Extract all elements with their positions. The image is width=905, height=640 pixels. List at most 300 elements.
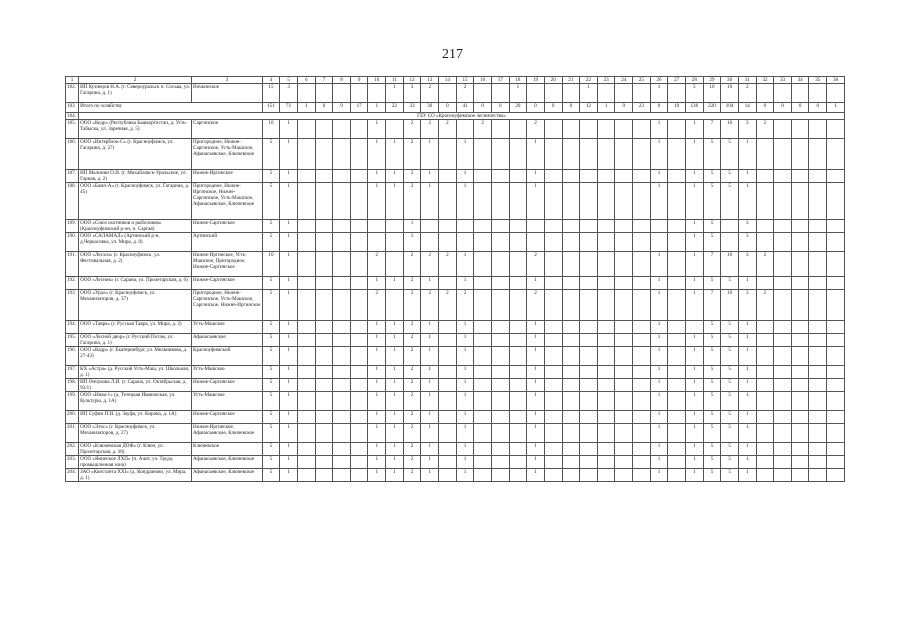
value-cell: 2 bbox=[474, 120, 492, 139]
value-cell bbox=[350, 84, 368, 103]
value-cell bbox=[527, 220, 545, 233]
forest-district: Усть-Машское bbox=[192, 321, 263, 334]
value-cell: 5 bbox=[721, 411, 739, 424]
value-cell bbox=[756, 456, 774, 469]
forest-district: Нижне-Саргинское bbox=[192, 411, 263, 424]
value-cell bbox=[756, 233, 774, 252]
value-cell: 1 bbox=[386, 469, 404, 482]
value-cell bbox=[809, 170, 827, 183]
value-cell bbox=[668, 347, 686, 366]
org-name: ИП Суфин П.И. (д. Зауфа, ул. Кирова, д. 1А) bbox=[79, 411, 192, 424]
value-cell: 1 bbox=[686, 183, 704, 220]
value-cell bbox=[474, 290, 492, 321]
value-cell bbox=[756, 347, 774, 366]
value-cell: 1 bbox=[456, 379, 474, 392]
value-cell bbox=[615, 233, 633, 252]
value-cell bbox=[350, 443, 368, 456]
value-cell: 1 bbox=[368, 347, 386, 366]
value-cell: 1 bbox=[421, 392, 439, 411]
value-cell: 1 bbox=[368, 379, 386, 392]
value-cell: 1 bbox=[686, 411, 704, 424]
value-cell bbox=[580, 139, 598, 170]
value-cell bbox=[827, 347, 845, 366]
value-cell: 0 bbox=[491, 103, 509, 113]
org-name: ООО «Союз охотников и рыболовов» (Красноуфимский р-он, п. Саргая) bbox=[79, 220, 192, 233]
value-cell: 19 bbox=[668, 103, 686, 113]
value-cell bbox=[315, 277, 333, 290]
value-cell bbox=[774, 469, 792, 482]
header-cell: 17 bbox=[491, 77, 509, 84]
value-cell bbox=[297, 366, 315, 379]
value-cell: 5 bbox=[703, 469, 721, 482]
value-cell: 7 bbox=[703, 290, 721, 321]
value-cell: 1 bbox=[650, 379, 668, 392]
table-row bbox=[66, 290, 845, 321]
row-number: 186. bbox=[66, 139, 79, 170]
forest-district: Нижне-Саргинское bbox=[192, 379, 263, 392]
row-number: 187. bbox=[66, 170, 79, 183]
value-cell bbox=[597, 277, 615, 290]
value-cell bbox=[756, 84, 774, 103]
value-cell bbox=[491, 170, 509, 183]
value-cell: 136 bbox=[686, 103, 704, 113]
value-cell bbox=[315, 366, 333, 379]
value-cell bbox=[633, 220, 651, 233]
value-cell bbox=[297, 411, 315, 424]
value-cell bbox=[315, 84, 333, 103]
header-cell: 28 bbox=[686, 77, 704, 84]
value-cell bbox=[633, 139, 651, 170]
value-cell bbox=[315, 379, 333, 392]
value-cell: 1 bbox=[686, 366, 704, 379]
value-cell: 0 bbox=[439, 103, 457, 113]
value-cell bbox=[809, 290, 827, 321]
header-cell: 27 bbox=[668, 77, 686, 84]
value-cell bbox=[774, 120, 792, 139]
value-cell bbox=[580, 347, 598, 366]
value-cell: 1 bbox=[527, 469, 545, 482]
value-cell: 5 bbox=[262, 334, 280, 347]
value-cell: 1 bbox=[650, 456, 668, 469]
value-cell bbox=[491, 252, 509, 277]
value-cell: 5 bbox=[262, 233, 280, 252]
forest-district: Афанасьевское, Ключевское bbox=[192, 469, 263, 482]
value-cell bbox=[562, 233, 580, 252]
table-row bbox=[66, 139, 845, 170]
header-cell: 34 bbox=[791, 77, 809, 84]
value-cell: 1 bbox=[421, 379, 439, 392]
value-cell bbox=[791, 469, 809, 482]
value-cell bbox=[791, 290, 809, 321]
value-cell bbox=[774, 334, 792, 347]
value-cell: 5 bbox=[703, 411, 721, 424]
value-cell bbox=[668, 411, 686, 424]
value-cell: 2 bbox=[403, 183, 421, 220]
value-cell bbox=[491, 183, 509, 220]
value-cell bbox=[491, 233, 509, 252]
value-cell bbox=[597, 84, 615, 103]
value-cell: 2 bbox=[403, 379, 421, 392]
value-cell: 2 bbox=[403, 120, 421, 139]
value-cell bbox=[544, 321, 562, 334]
value-cell: 1 bbox=[421, 277, 439, 290]
table-row bbox=[66, 170, 845, 183]
value-cell bbox=[315, 334, 333, 347]
value-cell bbox=[809, 456, 827, 469]
value-cell: 1 bbox=[280, 334, 298, 347]
value-cell bbox=[333, 334, 351, 347]
value-cell: 1 bbox=[738, 321, 756, 334]
value-cell bbox=[333, 233, 351, 252]
total-label: Итого по хозяйству bbox=[79, 103, 263, 113]
table-row bbox=[66, 366, 845, 379]
value-cell: 1 bbox=[827, 103, 845, 113]
value-cell bbox=[350, 379, 368, 392]
value-cell bbox=[297, 120, 315, 139]
org-name: ООО «Кедр» (Республика Башкортостан, д. Усть-Табыска, ул. Заречная, д. 5) bbox=[79, 120, 192, 139]
header-cell: 9 bbox=[350, 77, 368, 84]
value-cell bbox=[774, 379, 792, 392]
value-cell: 1 bbox=[386, 183, 404, 220]
value-cell bbox=[474, 233, 492, 252]
value-cell: 5 bbox=[721, 456, 739, 469]
value-cell: 1 bbox=[421, 183, 439, 220]
value-cell bbox=[350, 290, 368, 321]
value-cell bbox=[774, 424, 792, 443]
value-cell bbox=[544, 252, 562, 277]
value-cell: 2 bbox=[421, 84, 439, 103]
value-cell: 1 bbox=[686, 170, 704, 183]
value-cell bbox=[668, 469, 686, 482]
value-cell: 5 bbox=[262, 347, 280, 366]
forest-district: Красноуфимский bbox=[192, 347, 263, 366]
value-cell bbox=[633, 321, 651, 334]
value-cell bbox=[439, 233, 457, 252]
value-cell: 1 bbox=[527, 347, 545, 366]
value-cell bbox=[774, 277, 792, 290]
value-cell bbox=[509, 347, 527, 366]
value-cell: 5 bbox=[703, 379, 721, 392]
value-cell bbox=[668, 379, 686, 392]
value-cell bbox=[562, 334, 580, 347]
header-cell: 24 bbox=[615, 77, 633, 84]
value-cell bbox=[791, 321, 809, 334]
value-cell: 3 bbox=[738, 290, 756, 321]
value-cell bbox=[315, 170, 333, 183]
value-cell: 5 bbox=[262, 183, 280, 220]
value-cell bbox=[633, 84, 651, 103]
value-cell bbox=[315, 233, 333, 252]
value-cell: 5 bbox=[721, 183, 739, 220]
value-cell bbox=[668, 392, 686, 411]
value-cell bbox=[333, 366, 351, 379]
value-cell: 1 bbox=[527, 366, 545, 379]
value-cell bbox=[509, 170, 527, 183]
value-cell bbox=[597, 443, 615, 456]
value-cell bbox=[439, 379, 457, 392]
value-cell bbox=[386, 220, 404, 233]
value-cell: 1 bbox=[527, 456, 545, 469]
value-cell bbox=[827, 183, 845, 220]
value-cell bbox=[668, 120, 686, 139]
value-cell: 1 bbox=[650, 183, 668, 220]
value-cell: 1 bbox=[456, 392, 474, 411]
value-cell bbox=[509, 183, 527, 220]
value-cell bbox=[562, 411, 580, 424]
value-cell: 1 bbox=[421, 411, 439, 424]
value-cell: 10 bbox=[721, 252, 739, 277]
value-cell bbox=[827, 233, 845, 252]
value-cell: 1 bbox=[456, 456, 474, 469]
value-cell: 1 bbox=[456, 424, 474, 443]
value-cell bbox=[544, 170, 562, 183]
value-cell bbox=[774, 220, 792, 233]
value-cell: 1 bbox=[738, 456, 756, 469]
value-cell: 5 bbox=[703, 183, 721, 220]
value-cell: 1 bbox=[650, 170, 668, 183]
forest-district: Афанасьевское, Ключевское bbox=[192, 456, 263, 469]
value-cell bbox=[333, 347, 351, 366]
value-cell bbox=[333, 392, 351, 411]
value-cell bbox=[633, 347, 651, 366]
value-cell bbox=[615, 334, 633, 347]
value-cell bbox=[597, 220, 615, 233]
value-cell: 1 bbox=[386, 334, 404, 347]
value-cell: 0 bbox=[474, 103, 492, 113]
value-cell bbox=[633, 366, 651, 379]
value-cell: 1 bbox=[650, 252, 668, 277]
value-cell: 5 bbox=[703, 334, 721, 347]
org-name: ООО «Лесхоз» (г. Красноуфимск, ул. Фестивальная, д. 2) bbox=[79, 252, 192, 277]
value-cell bbox=[544, 424, 562, 443]
row-number: 202. bbox=[66, 443, 79, 456]
value-cell bbox=[668, 84, 686, 103]
value-cell: 1 bbox=[280, 277, 298, 290]
header-cell: 13 bbox=[421, 77, 439, 84]
value-cell bbox=[633, 424, 651, 443]
value-cell bbox=[297, 84, 315, 103]
value-cell: 5 bbox=[703, 321, 721, 334]
header-cell: 6 bbox=[297, 77, 315, 84]
value-cell bbox=[668, 252, 686, 277]
value-cell bbox=[809, 84, 827, 103]
value-cell: 1 bbox=[280, 347, 298, 366]
value-cell bbox=[791, 139, 809, 170]
value-cell bbox=[315, 443, 333, 456]
value-cell bbox=[333, 321, 351, 334]
row-number: 204. bbox=[66, 469, 79, 482]
section-row bbox=[66, 113, 845, 120]
value-cell bbox=[333, 290, 351, 321]
value-cell bbox=[544, 334, 562, 347]
value-cell bbox=[350, 277, 368, 290]
value-cell bbox=[827, 424, 845, 443]
value-cell bbox=[827, 379, 845, 392]
value-cell bbox=[756, 220, 774, 233]
value-cell bbox=[491, 379, 509, 392]
value-cell bbox=[439, 443, 457, 456]
value-cell: 1 bbox=[650, 424, 668, 443]
value-cell: 1 bbox=[280, 170, 298, 183]
header-cell: 14 bbox=[439, 77, 457, 84]
value-cell: 5 bbox=[262, 379, 280, 392]
value-cell bbox=[597, 379, 615, 392]
value-cell: 1 bbox=[527, 379, 545, 392]
value-cell bbox=[580, 277, 598, 290]
value-cell bbox=[315, 290, 333, 321]
value-cell: 5 bbox=[262, 366, 280, 379]
value-cell bbox=[350, 220, 368, 233]
value-cell: 5 bbox=[703, 347, 721, 366]
value-cell bbox=[474, 277, 492, 290]
value-cell: 1 bbox=[650, 334, 668, 347]
value-cell: 1 bbox=[456, 469, 474, 482]
value-cell bbox=[439, 84, 457, 103]
value-cell: 5 bbox=[262, 277, 280, 290]
org-name: ООО «Бамп-А» (г. Красноуфимск, ул. Гагарина, д. 45) bbox=[79, 183, 192, 220]
value-cell bbox=[633, 233, 651, 252]
value-cell: 1 bbox=[738, 139, 756, 170]
value-cell bbox=[633, 252, 651, 277]
value-cell: 1 bbox=[280, 321, 298, 334]
value-cell: 5 bbox=[721, 139, 739, 170]
value-cell: 1 bbox=[280, 183, 298, 220]
value-cell bbox=[668, 321, 686, 334]
value-cell bbox=[315, 347, 333, 366]
row-number: 183 bbox=[66, 103, 79, 113]
value-cell bbox=[544, 366, 562, 379]
value-cell: 5 bbox=[721, 277, 739, 290]
value-cell bbox=[809, 379, 827, 392]
value-cell: 1 bbox=[421, 443, 439, 456]
value-cell: 1 bbox=[368, 139, 386, 170]
value-cell: 1 bbox=[686, 139, 704, 170]
value-cell bbox=[615, 347, 633, 366]
value-cell bbox=[756, 170, 774, 183]
value-cell: 1 bbox=[368, 183, 386, 220]
value-cell bbox=[315, 183, 333, 220]
value-cell bbox=[580, 392, 598, 411]
value-cell bbox=[615, 379, 633, 392]
value-cell: 1 bbox=[650, 469, 668, 482]
value-cell bbox=[827, 220, 845, 233]
value-cell bbox=[509, 469, 527, 482]
org-name: ООО «Лесник» (г. Сарана, ул. Пролетарская, д. 6) bbox=[79, 277, 192, 290]
value-cell bbox=[562, 456, 580, 469]
value-cell: 2 bbox=[403, 469, 421, 482]
value-cell bbox=[597, 233, 615, 252]
value-cell: 1 bbox=[368, 411, 386, 424]
value-cell bbox=[333, 139, 351, 170]
value-cell: 1 bbox=[280, 379, 298, 392]
value-cell: 1 bbox=[280, 220, 298, 233]
value-cell bbox=[562, 277, 580, 290]
value-cell bbox=[597, 392, 615, 411]
value-cell: 0 bbox=[562, 103, 580, 113]
table-row bbox=[66, 220, 845, 233]
value-cell bbox=[562, 347, 580, 366]
value-cell bbox=[350, 392, 368, 411]
value-cell bbox=[633, 120, 651, 139]
value-cell bbox=[350, 252, 368, 277]
value-cell: 1 bbox=[386, 392, 404, 411]
value-cell bbox=[580, 456, 598, 469]
row-number: 189. bbox=[66, 220, 79, 233]
value-cell: 1 bbox=[527, 392, 545, 411]
value-cell: 1 bbox=[650, 443, 668, 456]
value-cell: 5 bbox=[703, 220, 721, 233]
value-cell: 1 bbox=[686, 277, 704, 290]
page-number: 217 bbox=[442, 47, 463, 62]
value-cell bbox=[668, 233, 686, 252]
value-cell: 2 bbox=[403, 252, 421, 277]
value-cell bbox=[774, 170, 792, 183]
value-cell: 1 bbox=[738, 183, 756, 220]
value-cell bbox=[333, 120, 351, 139]
value-cell: 1 bbox=[368, 170, 386, 183]
value-cell: 2 bbox=[403, 456, 421, 469]
value-cell: 1 bbox=[421, 424, 439, 443]
value-cell bbox=[809, 366, 827, 379]
value-cell: 0 bbox=[756, 103, 774, 113]
value-cell: 3 bbox=[738, 220, 756, 233]
value-cell: 1 bbox=[368, 334, 386, 347]
value-cell bbox=[615, 469, 633, 482]
value-cell bbox=[333, 170, 351, 183]
value-cell bbox=[315, 321, 333, 334]
value-cell: 5 bbox=[721, 170, 739, 183]
value-cell: 1 bbox=[280, 456, 298, 469]
value-cell: 2 bbox=[403, 334, 421, 347]
value-cell bbox=[509, 411, 527, 424]
value-cell bbox=[544, 379, 562, 392]
value-cell: 1 bbox=[686, 290, 704, 321]
value-cell bbox=[474, 424, 492, 443]
value-cell bbox=[562, 379, 580, 392]
value-cell: 1 bbox=[386, 379, 404, 392]
value-cell bbox=[809, 411, 827, 424]
value-cell bbox=[509, 379, 527, 392]
value-cell bbox=[774, 233, 792, 252]
value-cell bbox=[597, 120, 615, 139]
value-cell: 1 bbox=[368, 443, 386, 456]
value-cell bbox=[350, 366, 368, 379]
value-cell: 1 bbox=[738, 334, 756, 347]
value-cell bbox=[633, 443, 651, 456]
value-cell bbox=[633, 170, 651, 183]
value-cell bbox=[562, 290, 580, 321]
value-cell: 1 bbox=[686, 220, 704, 233]
value-cell: 1 bbox=[650, 411, 668, 424]
row-number: 182. bbox=[66, 84, 79, 103]
value-cell bbox=[597, 424, 615, 443]
value-cell: 5 bbox=[703, 456, 721, 469]
value-cell: 1 bbox=[421, 170, 439, 183]
value-cell bbox=[580, 443, 598, 456]
value-cell bbox=[668, 424, 686, 443]
value-cell: 2 bbox=[368, 252, 386, 277]
value-cell bbox=[809, 443, 827, 456]
value-cell: 1 bbox=[280, 120, 298, 139]
value-cell bbox=[491, 366, 509, 379]
value-cell bbox=[509, 233, 527, 252]
value-cell bbox=[809, 220, 827, 233]
value-cell bbox=[756, 183, 774, 220]
value-cell bbox=[615, 321, 633, 334]
header-cell: 25 bbox=[633, 77, 651, 84]
value-cell bbox=[562, 392, 580, 411]
value-cell: 22 bbox=[386, 103, 404, 113]
